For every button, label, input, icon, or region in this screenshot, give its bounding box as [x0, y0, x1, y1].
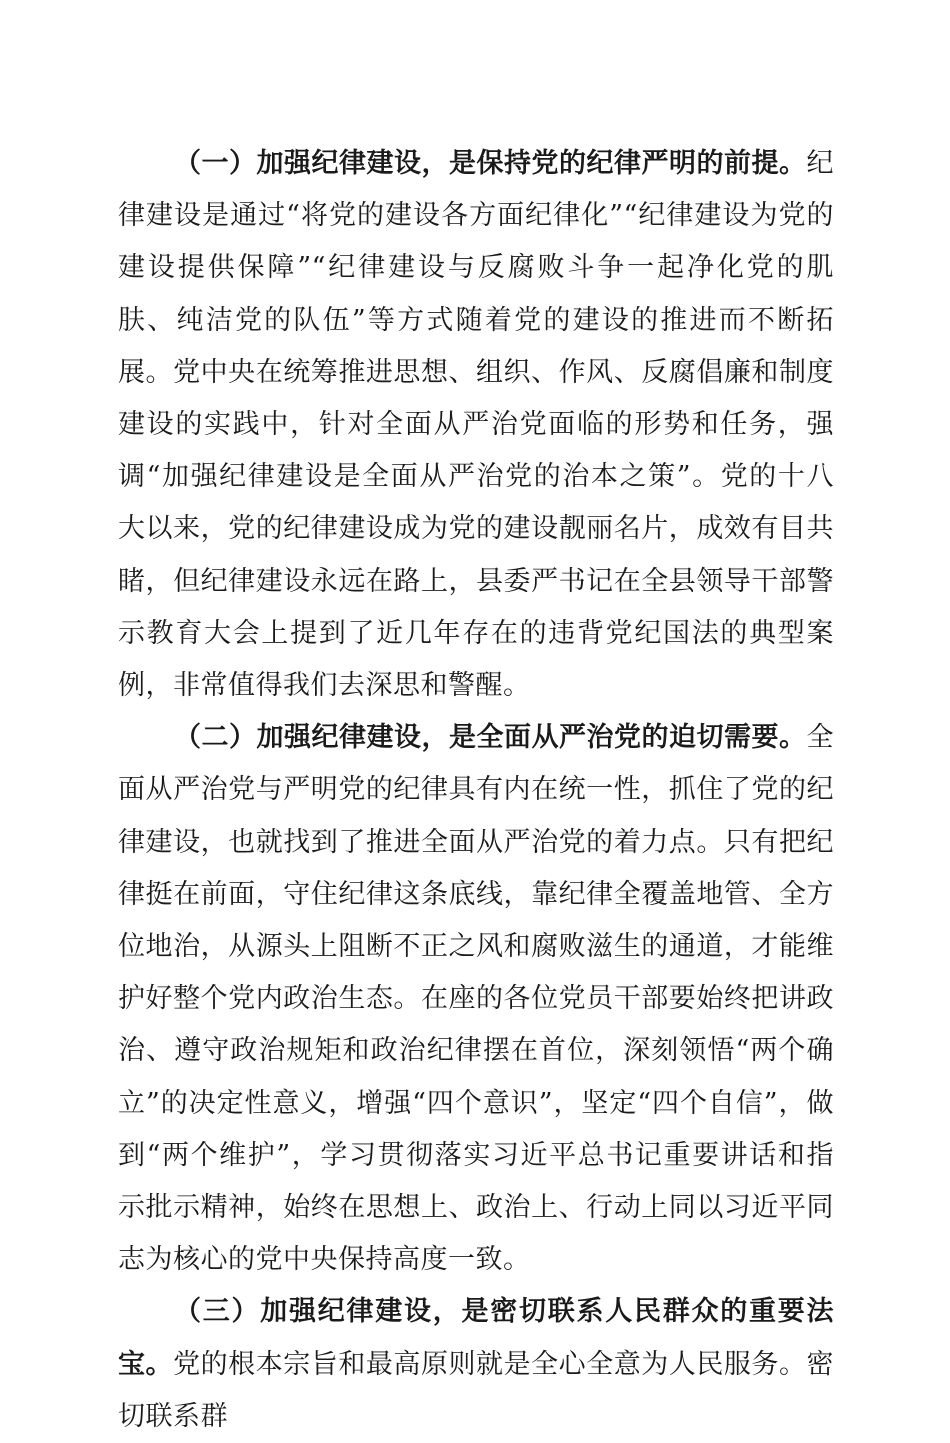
- paragraph-3: [118, 1286, 834, 1443]
- document-body: [118, 138, 834, 1443]
- paragraph-1: [118, 138, 834, 712]
- paragraph-3-heading: （三）加强纪律建设，是密切联系人民群众的重要法宝。: [118, 1296, 834, 1380]
- paragraph-1-heading: （一）加强纪律建设，是保持党的纪律严明的前提。: [174, 148, 807, 179]
- paragraph-1-body: 纪律建设是通过“将党的建设各方面纪律化”“纪律建设为党的建设提供保障”“纪律建设与反腐败斗争一起净化党的肌肤、纯洁党的队伍”等方式随着党的建设的推进而不断拓展。党中央在统筹推进思想、组织、作风、反腐倡廉和制度建设的实践中，针对全面从严治党面临的形势和任务，强调“加强纪律建设是全面从严治党的治本之策”。党的十八大以来，党的纪律建设成为党的建设靓丽名片，成效有目共睹，但纪律建设永远在路上，县委严书记在全县领导干部警示教育大会上提到了近几年存在的违背党纪国法的典型案例，非常值得我们去深思和警醒。: [118, 148, 834, 702]
- paragraph-2-heading: （二）加强纪律建设，是全面从严治党的迫切需要。: [174, 722, 807, 754]
- paragraph-2: [118, 712, 834, 1286]
- paragraph-3-body: 党的根本宗旨和最高原则就是全心全意为人民服务。密切联系群: [118, 1348, 835, 1432]
- paragraph-2-body: 全面从严治党与严明党的纪律具有内在统一性，抓住了党的纪律建设，也就找到了推进全面从严治党的着力点。只有把纪律挺在前面，守住纪律这条底线，靠纪律全覆盖地管、全方位地治，从源头上阻断不正之风和腐败滋生的通道，才能维护好整个党内政治生态。在座的各位党员干部要始终把讲政治、遵守政治规矩和政治纪律摆在首位，深刻领悟“两个确立”的决定性意义，增强“四个意识”，坚定“四个自信”，做到“两个维护”，学习贯彻落实习近平总书记重要讲话和指示批示精神，始终在思想上、政治上、行动上同以习近平同志为核心的党中央保持高度一致。: [118, 722, 834, 1276]
